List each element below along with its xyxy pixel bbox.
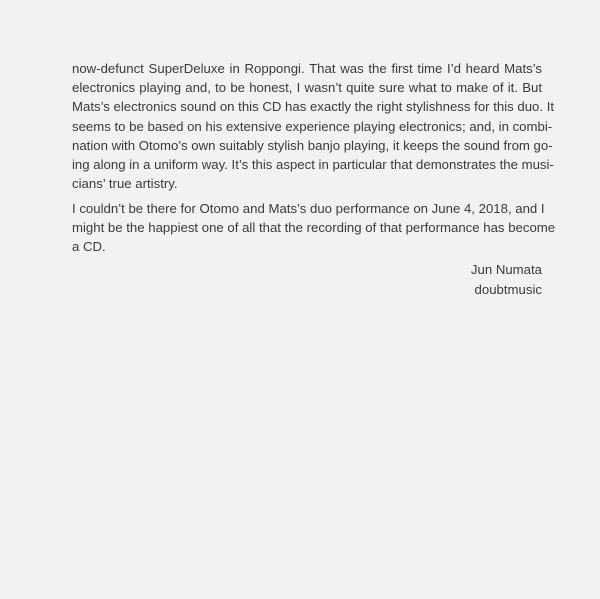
text-line: nation with Otomo’s own suitably stylish banjo playing, it keeps the sound from go- [72,137,553,153]
author-label: doubtmusic [474,281,542,297]
text-line: a CD. [72,239,106,255]
text-line: electronics playing and, to be honest, I wasn’t quite sure what to make of it. But [72,80,542,96]
paragraph-2 [72,199,556,257]
text-line: I couldn’t be there for Otomo and Mats’s duo performance on June 4, 2018, and I [72,201,545,216]
text-line: ing along in a uniform way. It’s this aspect in particular that demonstrates the musi- [72,156,554,172]
text-line: might be the happiest one of all that the recording of that performance has become [72,220,556,236]
signature [471,260,542,299]
text-line: Mats’s electronics sound on this CD has exactly the right stylishness for this duo. It [72,99,555,115]
text-line: now-defunct SuperDeluxe in Roppongi. That was the first time I’d heard Mats’s [72,61,542,76]
paragraph-1 [72,59,555,193]
author-name: Jun Numata [470,262,542,277]
text-line: cians’ true artistry. [72,176,178,192]
text-line: seems to be based on his extensive experience playing electronics; and, in combi- [72,118,553,134]
